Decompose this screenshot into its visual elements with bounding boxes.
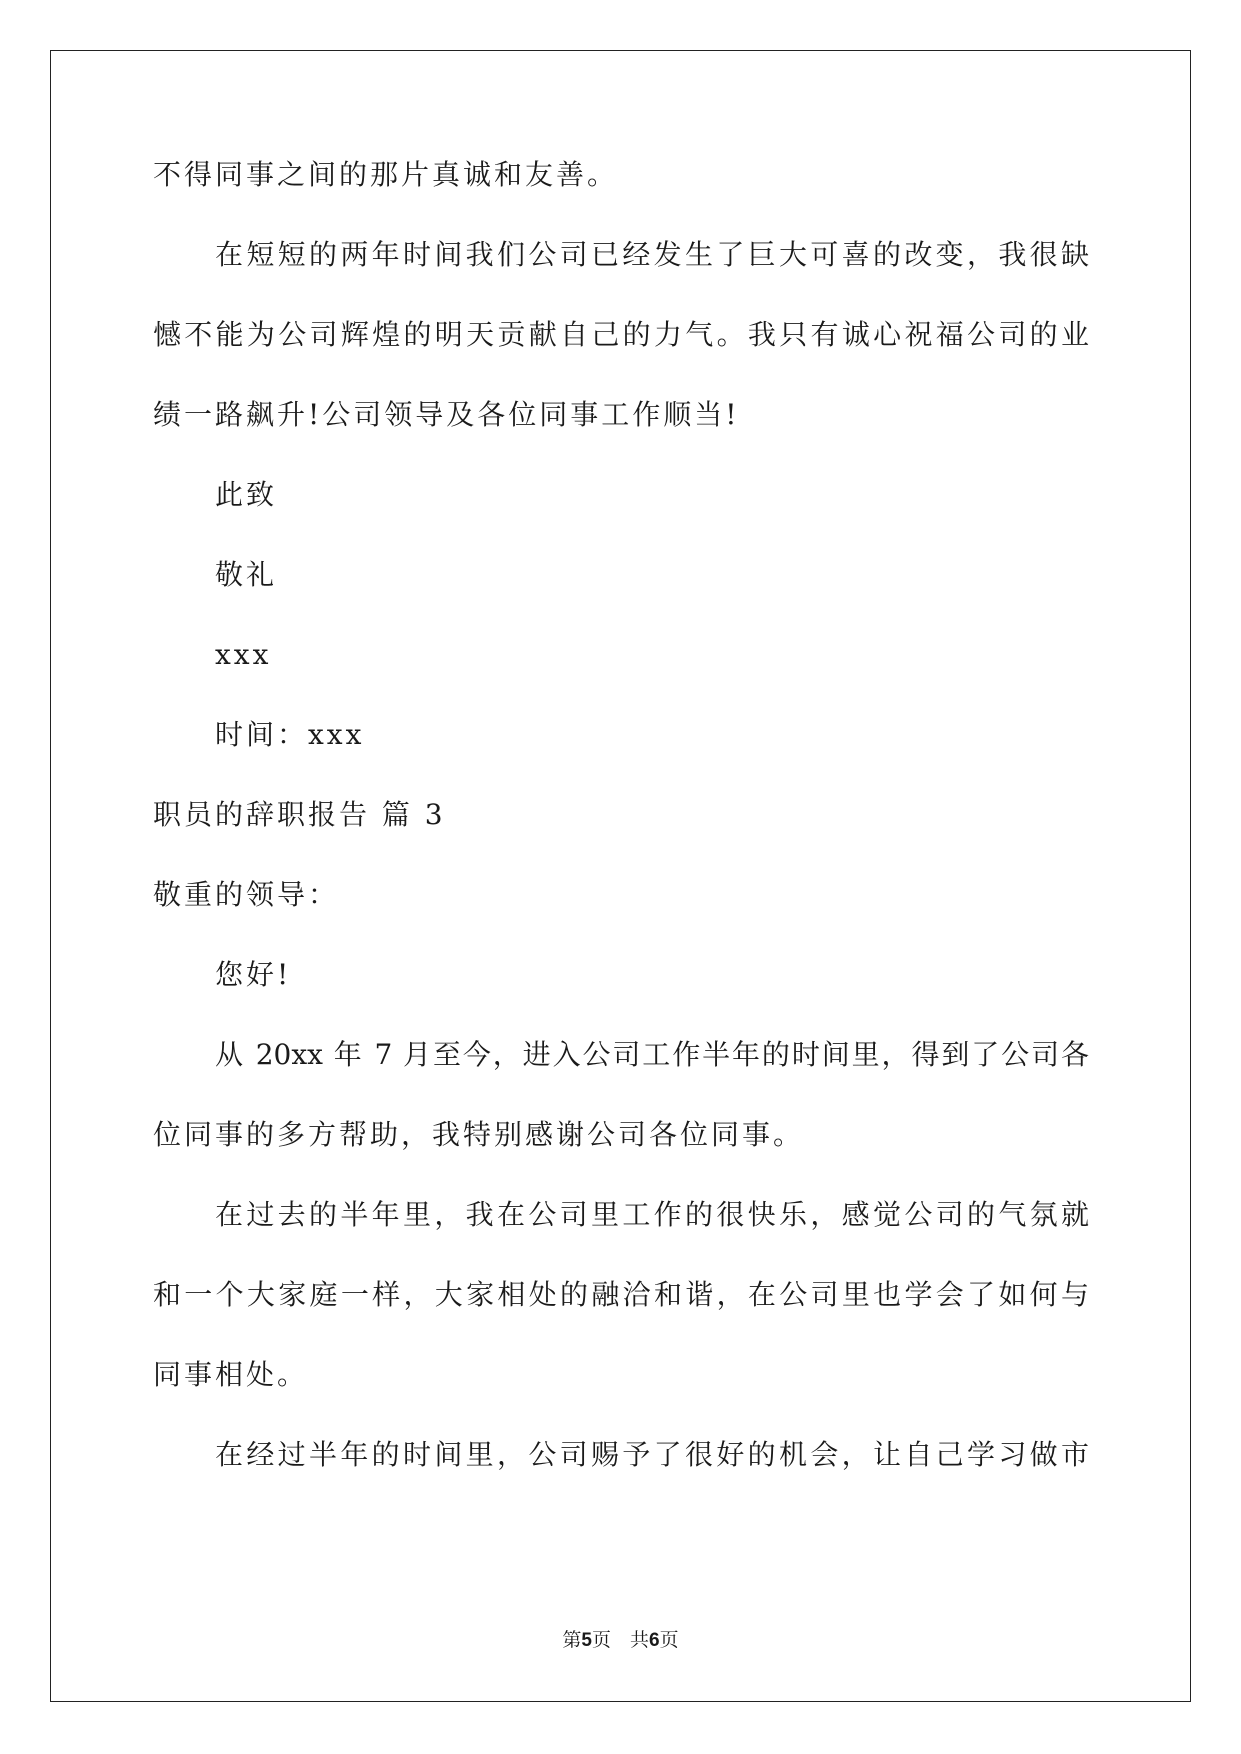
body-line: 从 20xx 年 7 月至今，进入公司工作半年的时间里，得到了公司各 xyxy=(215,1038,1089,1071)
footer-prefix: 第 xyxy=(562,1629,582,1651)
closing-line: 此致 xyxy=(215,478,278,511)
signature-line: xxx xyxy=(215,638,272,671)
footer-suffix: 页 xyxy=(659,1629,679,1651)
section-heading: 职员的辞职报告 篇 3 xyxy=(153,798,446,831)
body-line: 憾不能为公司辉煌的明天贡献自己的力气。我只有诚心祝福公司的业 xyxy=(153,318,1089,351)
closing-line: 敬礼 xyxy=(215,558,278,591)
date-line: 时间：xxx xyxy=(215,718,365,751)
body-line: 和一个大家庭一样，大家相处的融洽和谐，在公司里也学会了如何与 xyxy=(153,1278,1089,1311)
body-line: 在短短的两年时间我们公司已经发生了巨大可喜的改变，我很缺 xyxy=(215,238,1089,271)
body-line: 在过去的半年里，我在公司里工作的很快乐，感觉公司的气氛就 xyxy=(215,1198,1089,1231)
body-line: 在经过半年的时间里，公司赐予了很好的机会，让自己学习做市 xyxy=(215,1438,1089,1471)
greeting: 您好! xyxy=(215,958,292,991)
footer-mid: 页 共 xyxy=(591,1629,649,1651)
body-line: 不得同事之间的那片真诚和友善。 xyxy=(153,158,619,191)
body-line: 绩一路飙升!公司领导及各位同事工作顺当! xyxy=(153,398,740,431)
body-line: 同事相处。 xyxy=(153,1358,309,1391)
body-line: 位同事的多方帮助，我特别感谢公司各位同事。 xyxy=(153,1118,805,1151)
page-footer xyxy=(0,1628,1241,1653)
total-page-number: 6 xyxy=(649,1630,660,1651)
salutation: 敬重的领导： xyxy=(153,878,340,911)
current-page-number: 5 xyxy=(581,1630,592,1651)
